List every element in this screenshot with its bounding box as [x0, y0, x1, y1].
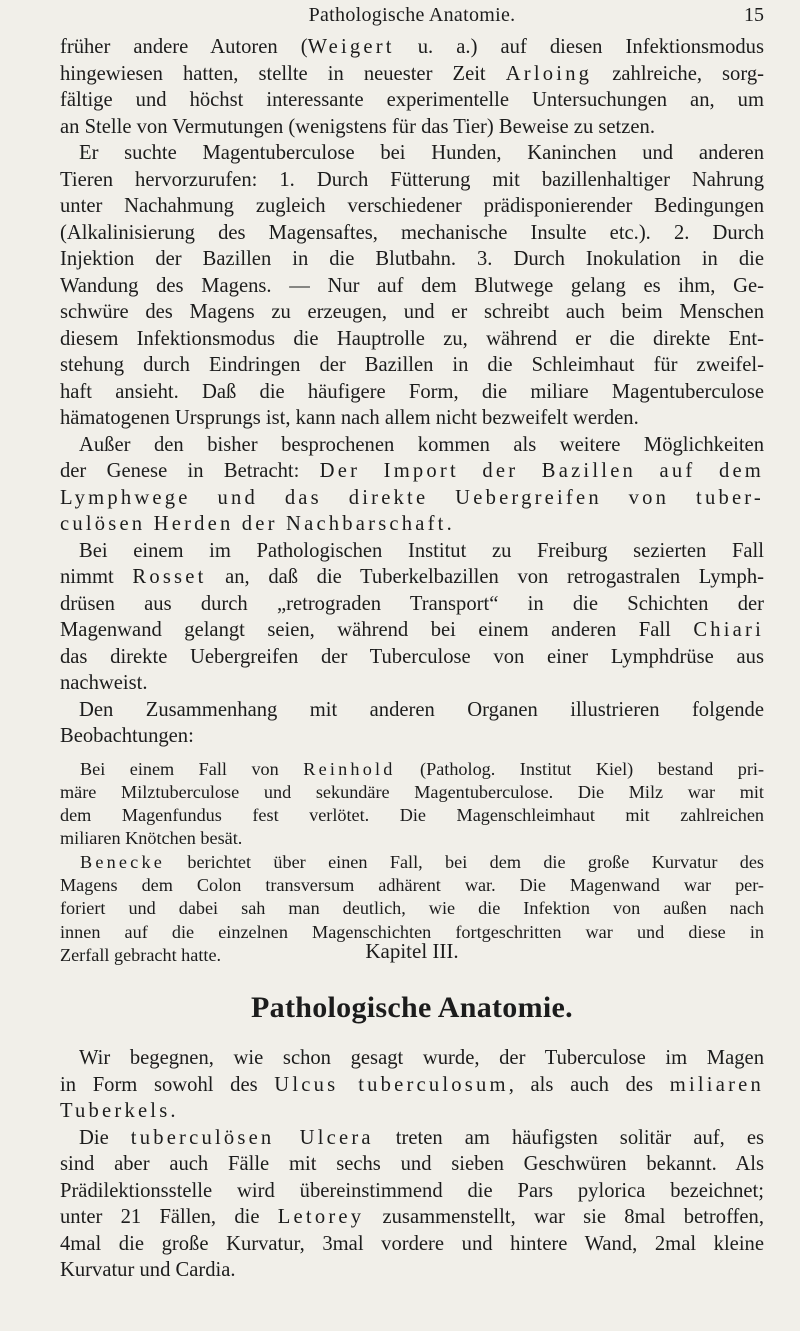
author-name: Chiari — [693, 619, 764, 641]
running-head — [60, 2, 764, 28]
case-report-reinhold — [60, 758, 764, 851]
text-line: unter 21 Fällen, die Letorey zusammenstellt, war sie 8mal betroffen, — [60, 1206, 764, 1228]
text-line: Magens dem Colon transversum adhärent war. Die Magenwand war per- — [60, 874, 764, 895]
text-line: Tieren hervorzurufen: 1. Durch Fütterung mit bazillenhaltiger Nahrung — [60, 168, 764, 191]
text-line: fältige und höchst interessante experimentelle Untersuchungen an, um — [60, 89, 764, 111]
author-name: Benecke — [80, 851, 166, 872]
text-line: märe Milztuberculose und sekundäre Magentuberculose. Die Milz war mit — [60, 781, 764, 802]
emphasis: Tuberkels — [60, 1100, 171, 1122]
text-line: nimmt Rosset an, daß die Tuberkelbazillen von retrogastralen Lymph- — [60, 566, 764, 588]
body-text-bottom — [60, 1045, 764, 1284]
text-line: culösen Herden der Nachbarschaft. — [60, 513, 452, 535]
text-line: in Form sowohl des Ulcus tuberculosum, als auch des miliaren — [60, 1073, 764, 1096]
emphasis: miliaren — [669, 1073, 764, 1096]
text-line: unter Nachahmung zugleich verschiedener prädisponierender Bedingungen — [60, 195, 764, 217]
text-line: Zerfall gebracht hatte. — [60, 944, 222, 965]
author-name: Arloing — [505, 62, 593, 85]
text-line: Wandung des Magens. — Nur auf dem Blutwege gelang es ihm, Ge- — [60, 274, 764, 297]
text-line: diesem Infektionsmodus die Hauptrolle zu, während er die direkte Ent- — [60, 327, 764, 350]
text-line: haft ansieht. Daß die häufigere Form, die miliare Magentuberculose — [60, 380, 764, 403]
body-text-top — [60, 34, 764, 967]
text-line: miliaren Knötchen besät. — [60, 828, 243, 849]
paragraph-5 — [60, 697, 764, 750]
emphasis: culösen Herden der Nachbarschaft — [60, 513, 447, 535]
text-line: Kurvatur und Cardia. — [60, 1259, 236, 1281]
text-line: 4mal die große Kurvatur, 3mal vordere und hintere Wand, 2mal kleine — [60, 1232, 764, 1255]
running-head-title: Pathologische Anatomie. — [308, 4, 516, 26]
text-line: dem Magenfundus fest verlötet. Die Magenschleimhaut mit zahlreichen — [60, 805, 764, 826]
paragraph-7 — [60, 1125, 764, 1284]
text-line: Tuberkels. — [60, 1100, 176, 1122]
author-name: Letorey — [277, 1206, 365, 1228]
paragraph-2 — [60, 140, 764, 432]
text-line: drüsen aus durch „retrograden Transport“ in die Schichten der — [60, 592, 764, 615]
text-line: Die tuberculösen Ulcera treten am häufigsten solitär auf, es — [79, 1126, 764, 1149]
text-line: früher andere Autoren (Weigert u. a.) auf diesen Infektionsmodus — [60, 36, 764, 58]
chapter-title: Pathologische Anatomie. — [251, 991, 573, 1024]
chapter-label: Kapitel III. — [365, 939, 459, 963]
text-line: Den Zusammenhang mit anderen Organen illustrieren folgende — [79, 698, 764, 721]
text-line: innen auf die einzelnen Magenschichten fortgeschritten war und diese in — [60, 921, 764, 942]
text-line: Bei einem im Pathologischen Institut zu Freiburg sezierten Fall — [79, 539, 764, 562]
text-line: Beobachtungen: — [60, 725, 194, 747]
text-line: Prädilektionsstelle wird übereinstimmend die Pars pylorica bezeichnet; — [60, 1179, 764, 1202]
text-line: hämatogenen Ursprungs ist, kann nach allem nicht bezweifelt werden. — [60, 407, 639, 429]
author-name: Weigert — [307, 36, 395, 58]
text-line: an Stelle von Vermutungen (wenigstens für das Tier) Beweise zu setzen. — [60, 115, 655, 138]
text-line: schwüre des Magens zu erzeugen, und er schreibt auch beim Menschen — [60, 301, 764, 323]
paragraph-4 — [60, 538, 764, 697]
page-number: 15 — [744, 4, 764, 26]
text-line: das direkte Uebergreifen der Tuberculose von einer Lymphdrüse aus — [60, 645, 764, 668]
text-line: (Alkalinisierung des Magensaftes, mechanische Insulte etc.). 2. Durch — [60, 221, 764, 244]
text-line: Magenwand gelangt seien, während bei einem anderen Fall Chiari — [60, 619, 764, 641]
paragraph-3 — [60, 432, 764, 538]
text-line: Außer den bisher besprochenen kommen als weitere Möglichkeiten — [79, 433, 764, 456]
emphasis: Der Import der Bazillen auf dem — [319, 460, 764, 482]
text-line: nachweist. — [60, 672, 148, 694]
text-line: stehung durch Eindringen der Bazillen in die Schleimhaut für zweifel- — [60, 354, 764, 376]
emphasis: Ulcus tuberculosum — [274, 1073, 509, 1096]
text-line: hingewiesen hatten, stellte in neuester Zeit Arloing zahlreiche, sorg- — [60, 62, 764, 85]
author-name: Reinhold — [303, 758, 396, 779]
text-line: Er suchte Magentuberculose bei Hunden, Kaninchen und anderen — [79, 142, 764, 164]
spacer — [60, 750, 764, 758]
text-line: der Genese in Betracht: Der Import der Bazillen auf dem — [60, 460, 764, 482]
text-line: foriert und dabei sah man deutlich, wie die Infektion von außen nach — [60, 898, 764, 919]
text-line: Benecke berichtet über einen Fall, bei dem die große Kurvatur des — [80, 851, 764, 872]
author-name: Rosset — [132, 566, 207, 588]
text-line: Wir begegnen, wie schon gesagt wurde, der Tuberculose im Magen — [79, 1047, 764, 1069]
text-line: sind aber auch Fälle mit sechs und sieben Geschwüren bekannt. Als — [60, 1153, 764, 1175]
text-line: Bei einem Fall von Reinhold (Patholog. Institut Kiel) bestand pri- — [80, 758, 764, 779]
text-line: Injektion der Bazillen in die Blutbahn. 3. Durch Inokulation in die — [60, 248, 764, 270]
emphasis: tuberculösen Ulcera — [130, 1126, 374, 1149]
paragraph-6 — [60, 1045, 764, 1125]
text-line: Lymphwege und das direkte Uebergreifen von tuber- — [60, 486, 764, 509]
paragraph-1 — [60, 34, 764, 140]
